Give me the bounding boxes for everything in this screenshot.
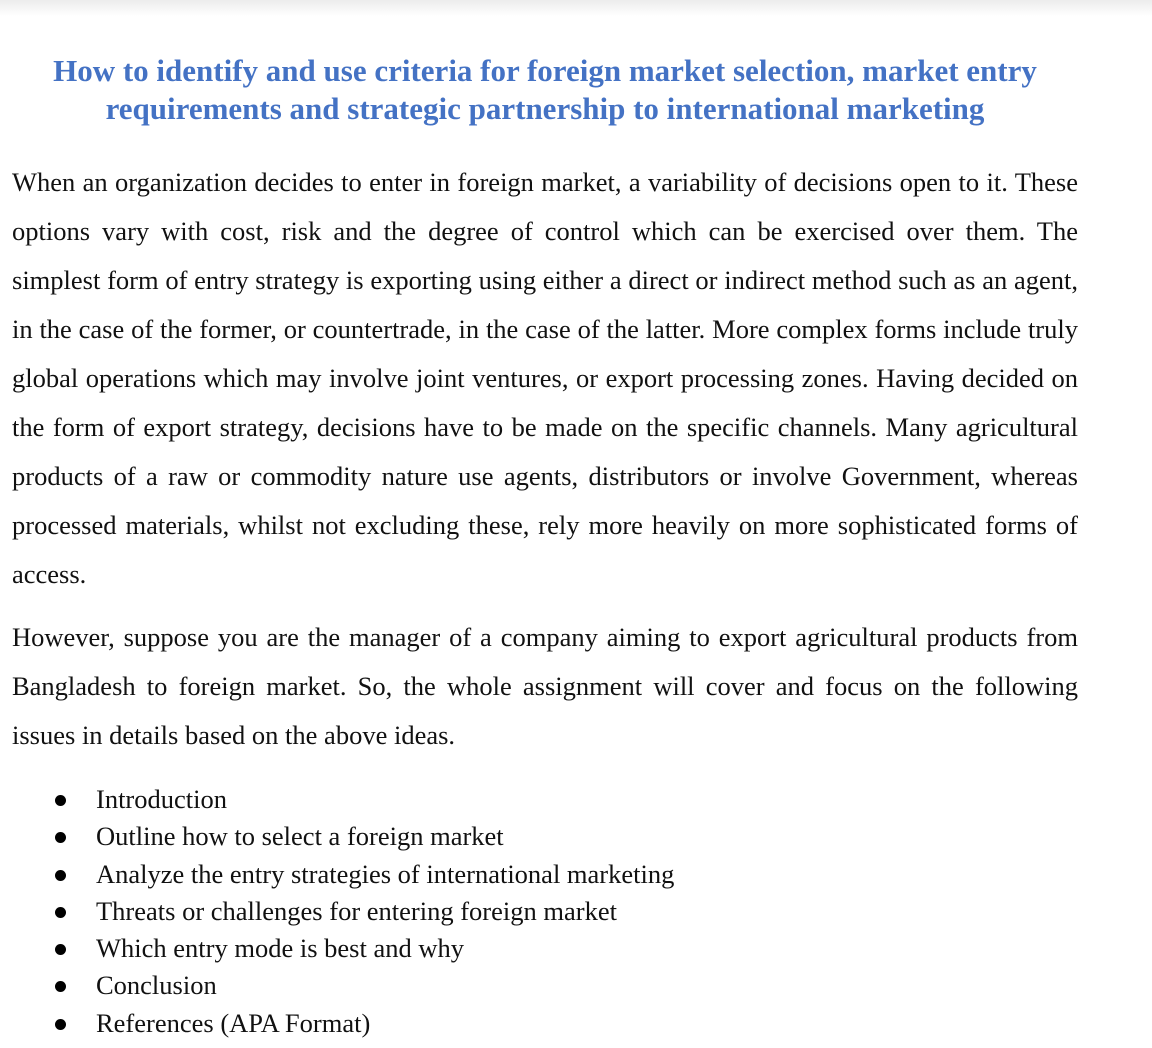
bullet-icon: [55, 944, 66, 955]
intro-paragraph: When an organization decides to enter in foreign market, a variability of decisions open to it. These options vary with cost, risk and the degree of control which can be exercised over them. The simplest form of entry strategy is exporting using either a direct or indirect method such as an agent, in the case of the former, or countertrade, in the case of the latter. More complex forms include truly global operations which may involve joint ventures, or export processing zones. Having decided on the form of export strategy, decisions have to be made on the specific channels. Many agricultural products of a raw or commodity nature use agents, distributors or involve Government, whereas processed materials, whilst not excluding these, rely more heavily on more sophisticated forms of access.: [12, 167, 1078, 589]
assignment-paragraph: However, suppose you are the manager of a company aiming to export agricultural products from Bangladesh to foreign market. So, the whole assignment will cover and focus on the following issues in details based on the above ideas.: [12, 622, 1078, 750]
document-title: [0, 52, 1090, 128]
list-item-label: Which entry mode is best and why: [96, 933, 464, 964]
bullet-icon: [55, 907, 66, 918]
list-item-label: Threats or challenges for entering foreign market: [96, 895, 617, 926]
list-item-label: Analyze the entry strategies of international marketing: [96, 858, 675, 889]
title-line: How to identify and use criteria for foreign market selection, market entry: [53, 53, 1037, 88]
bullet-icon: [55, 832, 66, 843]
bullet-icon: [55, 870, 66, 881]
list-item-label: Conclusion: [96, 970, 217, 1001]
top-edge-shadow: [0, 0, 1152, 16]
list-item-label: Outline how to select a foreign market: [96, 821, 504, 852]
bullet-icon: [55, 1019, 66, 1030]
list-item-label: References (APA Format): [96, 1007, 371, 1038]
bullet-icon: [55, 795, 66, 806]
bullet-icon: [55, 981, 66, 992]
list-item-label: Introduction: [96, 784, 227, 814]
title-line: requirements and strategic partnership to international marketing: [105, 91, 985, 126]
